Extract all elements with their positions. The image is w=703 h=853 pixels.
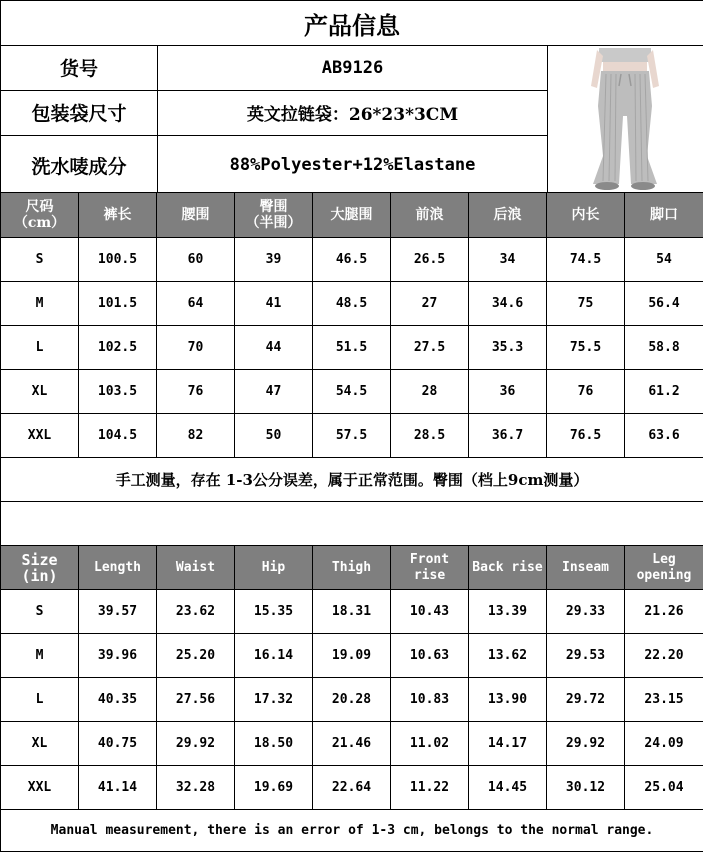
table-cell: 28 (391, 370, 469, 414)
spacer-row (1, 502, 703, 546)
table-cell: 76.5 (547, 414, 625, 458)
table-cell: 56.4 (625, 282, 703, 326)
table-cell: 39 (235, 238, 313, 282)
table-cell: L (1, 678, 79, 722)
in-header-size: Size (in) (1, 546, 79, 590)
table-cell: 61.2 (625, 370, 703, 414)
table-cell: M (1, 634, 79, 678)
table-cell: 21.26 (625, 590, 703, 634)
table-cell: 10.63 (391, 634, 469, 678)
table-cell: 40.75 (79, 722, 157, 766)
table-cell: XL (1, 370, 79, 414)
table-cell: 44 (235, 326, 313, 370)
table-cell: 13.90 (469, 678, 547, 722)
table-cell: 27.5 (391, 326, 469, 370)
table-cell: 40.35 (79, 678, 157, 722)
table-cell: 34 (469, 238, 547, 282)
table-cell: 26.5 (391, 238, 469, 282)
table-cell: 75 (547, 282, 625, 326)
table-row (1, 326, 703, 370)
table-cell: 29.33 (547, 590, 625, 634)
table-cell: 20.28 (313, 678, 391, 722)
table-cell: 54 (625, 238, 703, 282)
table-cell: 74.5 (547, 238, 625, 282)
cm-header-hip: 臀围 （半围） (235, 193, 313, 238)
table-cell: M (1, 282, 79, 326)
table-cell: 102.5 (79, 326, 157, 370)
table-cell: 13.62 (469, 634, 547, 678)
table-row (1, 590, 703, 634)
table-cell: XL (1, 722, 79, 766)
table-cell: 54.5 (313, 370, 391, 414)
table-cell: 39.57 (79, 590, 157, 634)
table-cell: 28.5 (391, 414, 469, 458)
table-cell: 15.35 (235, 590, 313, 634)
table-cell: 23.15 (625, 678, 703, 722)
table-cell: 70 (157, 326, 235, 370)
table-cell: 57.5 (313, 414, 391, 458)
table-cell: 51.5 (313, 326, 391, 370)
table-cell: 29.53 (547, 634, 625, 678)
cm-header-inseam: 内长 (547, 193, 625, 238)
fabric-label: 洗水唛成分 (1, 135, 158, 195)
cm-header-thigh: 大腿围 (313, 193, 391, 238)
table-cell: 29.92 (547, 722, 625, 766)
table-cell: L (1, 326, 79, 370)
table-cell: 76 (547, 370, 625, 414)
table-row (1, 634, 703, 678)
table-cell: 11.22 (391, 766, 469, 810)
table-cell: 24.09 (625, 722, 703, 766)
in-header-leg-opening: Leg opening (625, 546, 703, 590)
table-cell: 22.20 (625, 634, 703, 678)
table-cell: 39.96 (79, 634, 157, 678)
flare-pants-image (551, 46, 701, 191)
table-cell: 21.46 (313, 722, 391, 766)
product-photo (548, 46, 703, 196)
table-cell: 36 (469, 370, 547, 414)
in-header-hip: Hip (235, 546, 313, 590)
table-row (1, 678, 703, 722)
table-cell: 22.64 (313, 766, 391, 810)
table-cell: 76 (157, 370, 235, 414)
table-cell: XXL (1, 414, 79, 458)
cm-header-waist: 腰围 (157, 193, 235, 238)
in-header-back-rise: Back rise (469, 546, 547, 590)
table-cell: 36.7 (469, 414, 547, 458)
table-cell: 13.39 (469, 590, 547, 634)
table-row (1, 766, 703, 810)
table-cell: 35.3 (469, 326, 547, 370)
table-cell: 82 (157, 414, 235, 458)
table-cell: 60 (157, 238, 235, 282)
in-header-length: Length (79, 546, 157, 590)
table-cell: 58.8 (625, 326, 703, 370)
inch-measurement-note: Manual measurement, there is an error of 1-3 cm, belongs to the normal range. (1, 810, 703, 852)
table-cell: 27.56 (157, 678, 235, 722)
sku-label: 货号 (1, 46, 158, 91)
inch-size-table (0, 545, 703, 852)
table-cell: 14.45 (469, 766, 547, 810)
sku-value: AB9126 (158, 46, 548, 91)
table-cell: 34.6 (469, 282, 547, 326)
cm-header-back-rise: 后浪 (469, 193, 547, 238)
table-cell: 25.20 (157, 634, 235, 678)
page-title: 产品信息 (1, 1, 703, 46)
bag-size-label: 包装袋尺寸 (1, 90, 158, 135)
table-cell: 41 (235, 282, 313, 326)
table-row (1, 370, 703, 414)
table-cell: 27 (391, 282, 469, 326)
fabric-value: 88%Polyester+12%Elastane (158, 135, 548, 195)
cm-header-leg-opening: 脚口 (625, 193, 703, 238)
table-cell: 19.69 (235, 766, 313, 810)
table-cell: 101.5 (79, 282, 157, 326)
cm-size-table (0, 192, 703, 546)
table-cell: 14.17 (469, 722, 547, 766)
in-header-thigh: Thigh (313, 546, 391, 590)
table-cell: 47 (235, 370, 313, 414)
cm-header-front-rise: 前浪 (391, 193, 469, 238)
table-cell: 30.12 (547, 766, 625, 810)
table-cell: 50 (235, 414, 313, 458)
table-cell: 29.92 (157, 722, 235, 766)
cm-header-size: 尺码 （cm） (1, 193, 79, 238)
table-cell: 25.04 (625, 766, 703, 810)
table-row (1, 414, 703, 458)
table-row (1, 238, 703, 282)
table-cell: 104.5 (79, 414, 157, 458)
product-info-table (0, 0, 703, 196)
table-cell: 41.14 (79, 766, 157, 810)
table-row (1, 282, 703, 326)
table-cell: XXL (1, 766, 79, 810)
table-cell: S (1, 590, 79, 634)
table-cell: 63.6 (625, 414, 703, 458)
table-cell: 64 (157, 282, 235, 326)
table-cell: 10.83 (391, 678, 469, 722)
table-cell: 17.32 (235, 678, 313, 722)
in-header-inseam: Inseam (547, 546, 625, 590)
table-cell: 23.62 (157, 590, 235, 634)
table-cell: 48.5 (313, 282, 391, 326)
table-cell: 16.14 (235, 634, 313, 678)
cm-measurement-note: 手工测量，存在 1-3公分误差，属于正常范围。臀围（档上9cm测量） (1, 458, 703, 502)
table-cell: 100.5 (79, 238, 157, 282)
table-cell: S (1, 238, 79, 282)
table-cell: 11.02 (391, 722, 469, 766)
table-cell: 19.09 (313, 634, 391, 678)
table-cell: 18.31 (313, 590, 391, 634)
table-cell: 32.28 (157, 766, 235, 810)
cm-header-length: 裤长 (79, 193, 157, 238)
table-cell: 18.50 (235, 722, 313, 766)
table-row (1, 722, 703, 766)
bag-size-value: 英文拉链袋：26*23*3CM (158, 90, 548, 135)
table-cell: 75.5 (547, 326, 625, 370)
in-header-front-rise: Front rise (391, 546, 469, 590)
table-cell: 103.5 (79, 370, 157, 414)
in-header-waist: Waist (157, 546, 235, 590)
table-cell: 46.5 (313, 238, 391, 282)
table-cell: 29.72 (547, 678, 625, 722)
table-cell: 10.43 (391, 590, 469, 634)
